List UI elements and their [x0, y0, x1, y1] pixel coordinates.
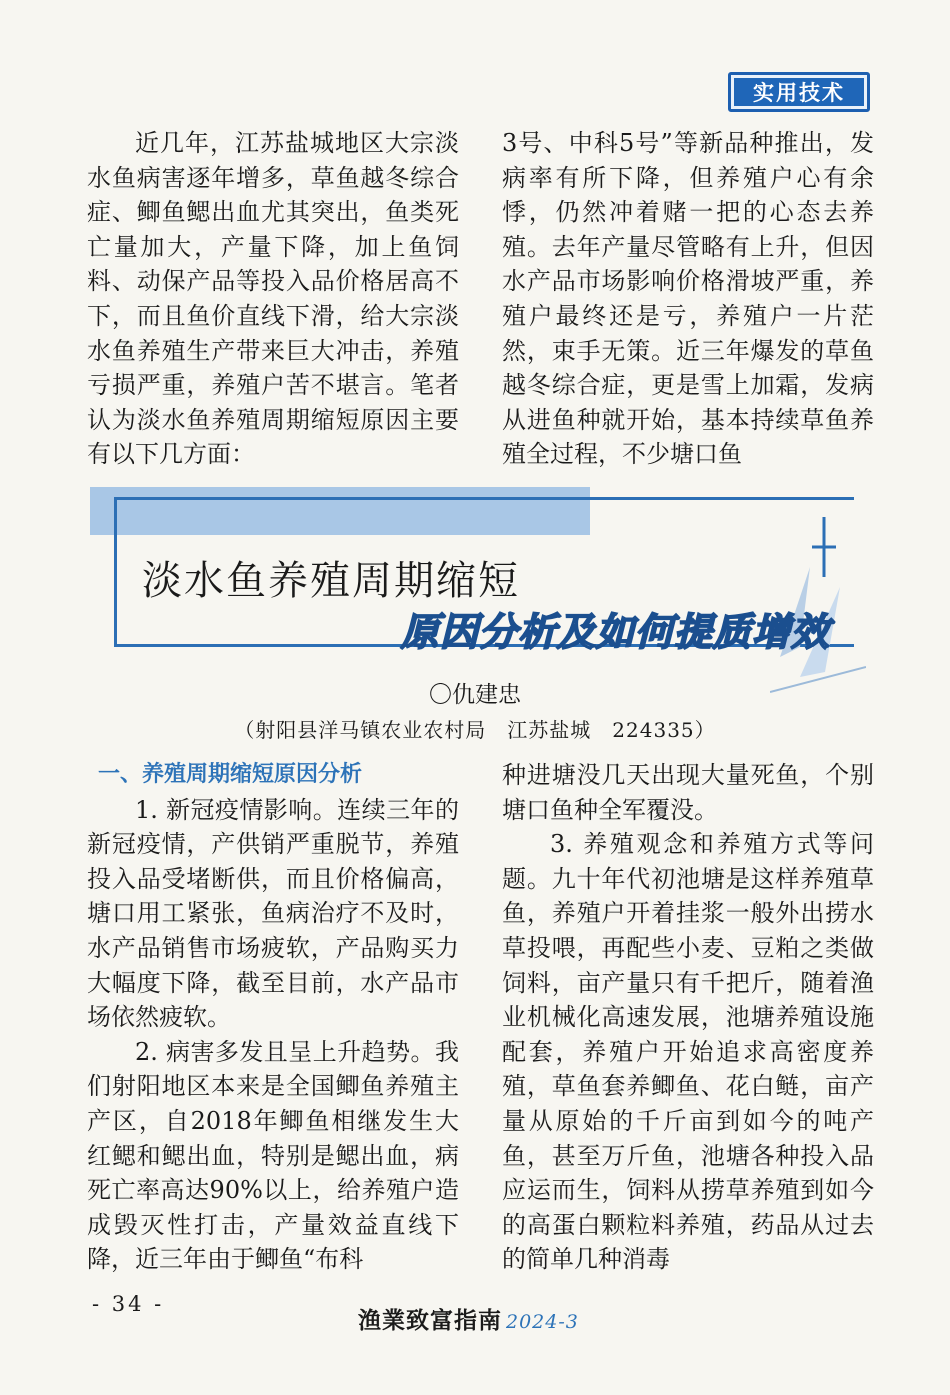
point-2-paragraph: 2. 病害多发且呈上升趋势。我们射阳地区本来是全国鲫鱼养殖主产区，自2018年鲫鱼相继发生大红鳃和鳃出血，特别是鳃出血，病死亡率高达90%以上，给养殖户造成毁灭性打击，产量效益直线下降，近三年由于鲫鱼“布科 — [87, 1037, 459, 1274]
body-left-column — [87, 758, 459, 1277]
author-byline: 〇仇建忠 — [429, 682, 521, 708]
intro-paragraph: 近几年，江苏盐城地区大宗淡水鱼病害逐年增多，草鱼越冬综合症、鲫鱼鳃出血尤其突出，鱼类死亡量加大，产量下降，加上鱼饲料、动保产品等投入品价格居高不下，而且鱼价直线下滑，给大宗淡水鱼养殖生产带来巨大冲击，养殖亏损严重，养殖户苦不堪言。笔者认为淡水鱼养殖周期缩短原因主要有以下几方面： — [87, 129, 459, 469]
title-line-1: 淡水鱼养殖周期缩短 — [142, 558, 520, 604]
column-tag — [728, 72, 870, 112]
intro-left-column — [87, 126, 459, 472]
point-2-continuation: 种进塘没几天出现大量死鱼，个别塘口鱼种全军覆没。 — [502, 761, 874, 824]
intro-right-column — [502, 126, 874, 472]
point-3-paragraph: 3. 养殖观念和养殖方式等问题。九十年代初池塘是这样养殖草鱼，养殖户开着挂浆一般外出捞水草投喂，再配些小麦、豆粕之类做饲料，亩产量只有千把斤，随着渔业机械化高速发展，池塘养殖设施配套，养殖户开始追求高密度养殖，草鱼套养鲫鱼、花白鲢，亩产量从原始的千斤亩到如今的吨产鱼，甚至万斤鱼，池塘各种投入品应运而生，饲料从捞草养殖到如今的高蛋白颗粒料养殖，药品从过去的简单几种消毒 — [502, 830, 874, 1274]
magazine-footer — [358, 1302, 579, 1335]
magazine-issue: 2024-3 — [506, 1311, 579, 1333]
body-right-column — [502, 758, 874, 1277]
column-tag-label: 实用技术 — [734, 78, 864, 106]
point-1-paragraph: 1. 新冠疫情影响。连续三年的新冠疫情，产供销严重脱节，养殖投入品受堵断供，而且价格偏高，塘口用工紧张，鱼病治疗不及时，水产品销售市场疲软，产品购买力大幅度下降，截至目前，水产品市场依然疲软。 — [87, 795, 459, 1032]
section-heading: 一、养殖周期缩短原因分析 — [98, 762, 363, 787]
magazine-title: 渔業致富指南 — [358, 1307, 502, 1334]
page-number: - 34 - — [92, 1292, 165, 1316]
title-line-2: 原因分析及如何提质增效 — [400, 610, 830, 654]
intro-continuation: 3号、中科5号”等新品种推出，发病率有所下降，但养殖户心有余悸，仍然冲着赌一把的心态去养殖。去年产量尽管略有上升，但因水产品市场影响价格滑坡严重，养殖户最终还是亏，养殖户一片茫然，束手无策。近三年爆发的草鱼越冬综合症，更是雪上加霜，发病从进鱼种就开始，基本持续草鱼养殖全过程，不少塘口鱼 — [502, 129, 874, 469]
title-banner — [90, 487, 860, 667]
author-affiliation: （射阳县洋马镇农业农村局 江苏盐城 224335） — [234, 718, 716, 742]
